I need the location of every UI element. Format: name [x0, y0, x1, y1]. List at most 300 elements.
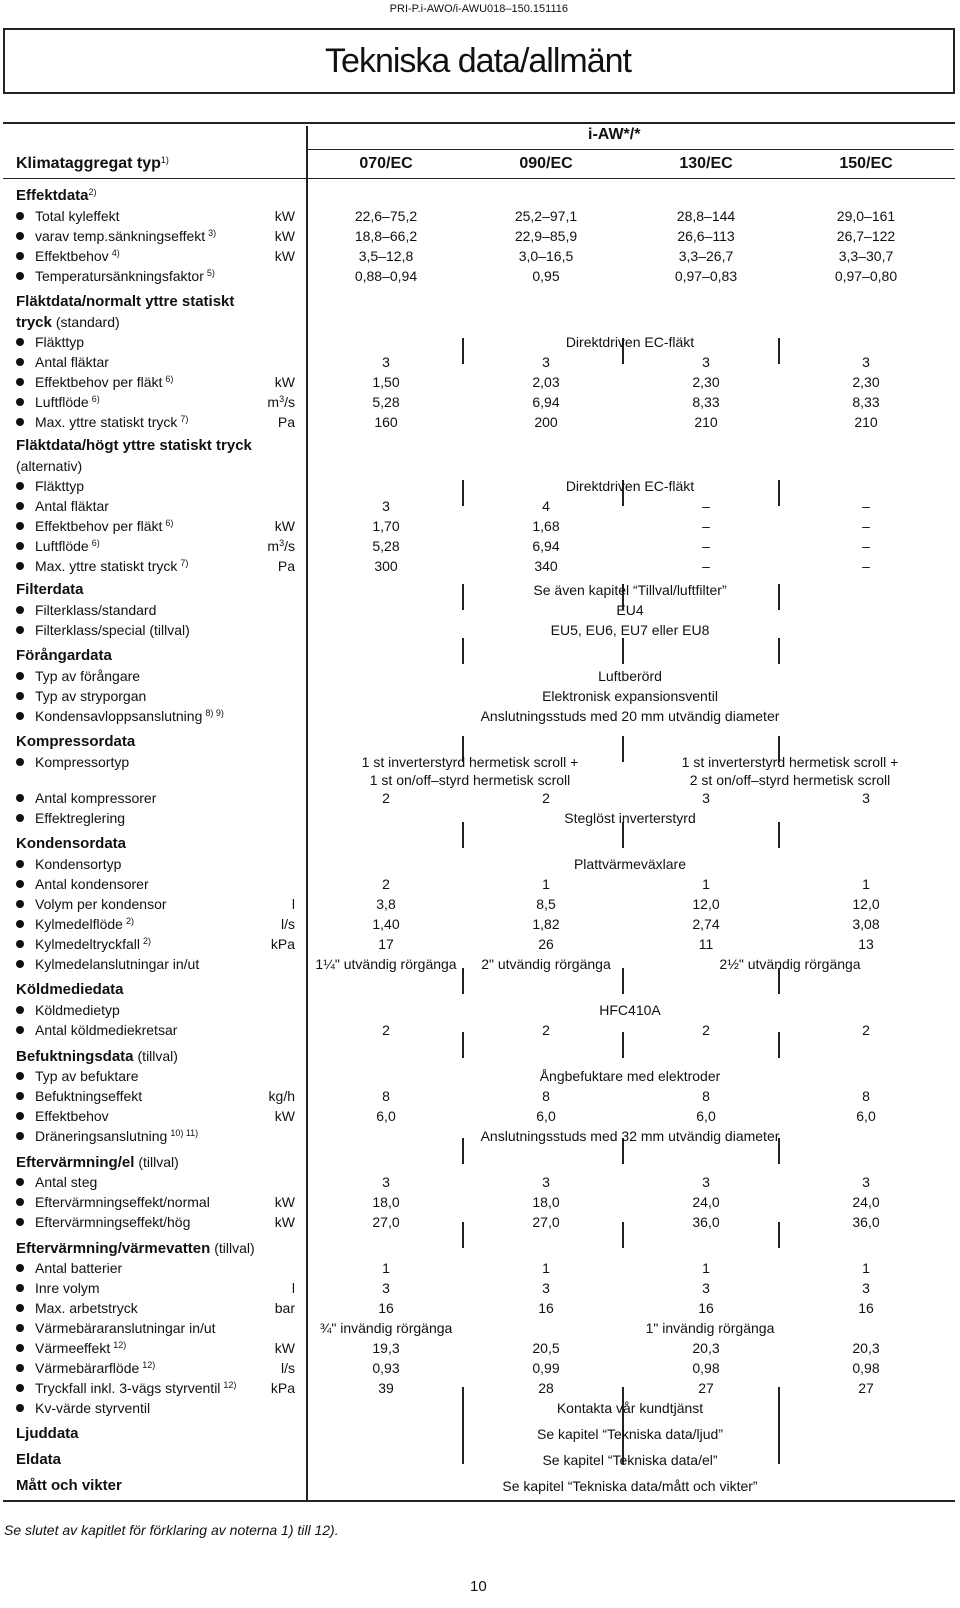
cell-3: 3,3–26,7: [678, 248, 734, 264]
unit-tail: /s: [284, 538, 295, 554]
section-title: Eftervärmning/el: [16, 1154, 135, 1171]
row-label-text: Typ av stryporgan: [35, 688, 147, 704]
bullet-icon: [16, 272, 24, 280]
cell-1: 18,0: [372, 1194, 400, 1210]
connection-b: 2" utvändig rörgänga: [481, 956, 611, 972]
row-v_vol: [0, 1278, 960, 1298]
row-label: [35, 1020, 177, 1040]
section-title: Kondensordata: [16, 835, 127, 852]
cell-4: 16: [858, 1300, 874, 1316]
row-label-text: Värmeeffekt: [35, 1340, 111, 1356]
section-label: [16, 732, 135, 752]
row-label: [35, 686, 146, 706]
section-kompressor: [0, 732, 960, 752]
row-label: [35, 1192, 210, 1212]
row-label-text: Max. arbetstryck: [35, 1300, 138, 1316]
section-title: Köldmediedata: [16, 981, 124, 998]
cell-1: 2: [382, 876, 390, 892]
bullet-icon: [16, 542, 24, 550]
connection-a: 1¼" utvändig rörgänga: [315, 956, 457, 972]
row-label-sup: 7): [180, 414, 189, 424]
cell-2: 28: [538, 1380, 554, 1396]
row-label-text: Kondensortyp: [35, 856, 122, 872]
cell-4: 29,0–161: [836, 208, 896, 224]
section-efterel: [0, 1152, 960, 1172]
connection-c: 2½" utvändig rörgänga: [719, 956, 861, 972]
row-label: [35, 600, 156, 620]
cell-1: 19,3: [372, 1340, 400, 1356]
unit-text: bar: [274, 1300, 295, 1316]
cell-1: 1,70: [372, 518, 400, 534]
cell-4: 2: [862, 1022, 870, 1038]
unit-text: Pa: [277, 414, 295, 430]
row-unit: [235, 556, 295, 576]
section-title: Filterdata: [16, 581, 84, 598]
cell-2: 340: [534, 558, 558, 574]
row-label: [35, 1126, 198, 1146]
cell-3: 27: [698, 1380, 714, 1396]
bullet-icon: [16, 252, 24, 260]
section-label: [16, 436, 252, 456]
bullet-icon: [16, 522, 24, 530]
bullet-icon: [16, 672, 24, 680]
row-tempfaktor: [0, 266, 960, 286]
row-label: [35, 1000, 120, 1020]
row-label-text: Antal köldmediekretsar: [35, 1022, 178, 1038]
row-label-text: Effektbehov: [35, 1108, 109, 1124]
doc-code: PRI-P.i-AWO/i-AWU018–150.151116: [389, 3, 568, 15]
row-label-sup: 2): [125, 916, 134, 926]
section-eftervv: [0, 1238, 960, 1258]
bullet-icon: [16, 418, 24, 426]
row-label-sup: 7): [180, 558, 189, 568]
cell-3: 8,33: [692, 394, 720, 410]
row-e_hog: [0, 1212, 960, 1232]
cell-1: 39: [378, 1380, 394, 1396]
cell-3: 0,98: [692, 1360, 720, 1376]
row-unit: [235, 1106, 295, 1126]
row-b_eff: [0, 1086, 960, 1106]
row-unit: [235, 246, 295, 266]
section-befukt: [0, 1046, 960, 1066]
row-e_steg: [0, 1172, 960, 1192]
section-koldmedie: [0, 980, 960, 1000]
row-unit: [235, 934, 295, 954]
cell-3: 0,97–0,83: [674, 268, 738, 284]
cell-2: 2: [542, 1022, 550, 1038]
cell-4: 3: [862, 1280, 870, 1296]
bullet-icon: [16, 398, 24, 406]
row-v_fall: [0, 1378, 960, 1398]
row-label: [35, 372, 173, 392]
cell-3: 2: [702, 1022, 710, 1038]
section-title: Eftervärmning/värmevatten: [16, 1240, 211, 1257]
row-v_ansl: [0, 1318, 960, 1338]
row-label: [35, 894, 167, 914]
section-matt: [0, 1476, 960, 1496]
cell-2: 27,0: [532, 1214, 560, 1230]
section-value: Se kapitel “Tekniska data/el”: [542, 1452, 718, 1468]
section-title: Ljuddata: [16, 1425, 79, 1442]
cell-1: 3: [382, 1280, 390, 1296]
row-unit: [235, 1086, 295, 1106]
bullet-icon: [16, 692, 24, 700]
row-label-text: Typ av förångare: [35, 668, 141, 684]
unit-text: kW: [274, 1108, 295, 1124]
row-k_reg: [0, 808, 960, 828]
row-span-value: Steglöst inverterstyrd: [564, 810, 696, 826]
row-label-text: varav temp.sänkningseffekt: [35, 228, 206, 244]
unit-text: l: [291, 1280, 295, 1296]
row-label-text: Kylmedelflöde: [35, 916, 123, 932]
row-ko_fall: [0, 934, 960, 954]
bullet-icon: [16, 482, 24, 490]
row-label-text: Dräneringsanslutning: [35, 1128, 168, 1144]
row-filter_spec: [0, 620, 960, 640]
cell-4: 27: [858, 1380, 874, 1396]
row-fa_typ: [0, 666, 960, 686]
row-label-sup: 6): [165, 518, 174, 528]
cell-2: 18,0: [532, 1194, 560, 1210]
bullet-icon: [16, 1264, 24, 1272]
row-unit: [235, 1378, 295, 1398]
row-label: [35, 1212, 190, 1232]
row-label: [35, 1172, 97, 1192]
bullet-icon: [16, 1198, 24, 1206]
cell-1: 18,8–66,2: [354, 228, 418, 244]
row-label: [35, 1278, 100, 1298]
row-unit: [235, 894, 295, 914]
row-fa_stryp: [0, 686, 960, 706]
unit-sup: 3: [279, 394, 285, 404]
section-label: [16, 1046, 178, 1067]
section-value: Se kapitel “Tekniska data/ljud”: [537, 1426, 723, 1442]
cell-1: 8: [382, 1088, 390, 1104]
row-span-value: EU5, EU6, EU7 eller EU8: [550, 622, 710, 638]
cell-1: 6,0: [376, 1108, 396, 1124]
unit-text: kW: [274, 228, 295, 244]
cell-4: 36,0: [852, 1214, 880, 1230]
cell-1: 2: [382, 1022, 390, 1038]
cell-3: 3: [702, 790, 710, 806]
row-label: [35, 1258, 122, 1278]
bullet-icon: [16, 1026, 24, 1034]
cell-4: 3: [862, 1174, 870, 1190]
row-label: [35, 1358, 155, 1378]
cell-1: 16: [378, 1300, 394, 1316]
row-label-text: Luftflöde: [35, 394, 89, 410]
footnote: Se slutet av kapitlet för förklaring av noterna 1) till 12).: [4, 1522, 339, 1538]
row-span-value: Direktdriven EC-fläkt: [565, 334, 695, 350]
row-f1_typ: [0, 332, 960, 352]
row-label: [35, 496, 109, 516]
cell-3: 24,0: [692, 1194, 720, 1210]
unit-text: kW: [274, 1194, 295, 1210]
unit-text: kW: [274, 374, 295, 390]
cell-2: 8,5: [536, 896, 556, 912]
cell-1: 27,0: [372, 1214, 400, 1230]
row-label-text: Kylmedeltryckfall: [35, 936, 141, 952]
row-label: [35, 1298, 138, 1318]
cell-3: 8: [702, 1088, 710, 1104]
row-b_typ: [0, 1066, 960, 1086]
section-label: [16, 1476, 122, 1496]
cell-3: –: [702, 498, 710, 514]
row-unit: [235, 1278, 295, 1298]
row-label: [35, 206, 120, 226]
bullet-icon: [16, 1364, 24, 1372]
section-title: Eldata: [16, 1451, 62, 1468]
row-unit: [235, 226, 295, 246]
row-label: [35, 266, 215, 286]
section-label: [16, 1424, 79, 1444]
row-label: [35, 246, 120, 266]
cell-1: 3: [382, 498, 390, 514]
cell-3: 28,8–144: [676, 208, 736, 224]
row-label-text: Typ av befuktare: [35, 1068, 139, 1084]
row-span-value: Ångbefuktare med elektroder: [539, 1068, 721, 1084]
cell-4: 0,98: [852, 1360, 880, 1376]
section-label: [16, 980, 124, 1000]
bullet-icon: [16, 712, 24, 720]
row-fa_kond: [0, 706, 960, 726]
cell-4: 8: [862, 1088, 870, 1104]
cell-4: 8,33: [852, 394, 880, 410]
model-header: 070/EC: [359, 155, 413, 172]
row-unit: [235, 516, 295, 536]
cell-2: 0,95: [532, 268, 560, 284]
row-km_typ: [0, 1000, 960, 1020]
row-unit: [235, 206, 295, 226]
bullet-icon: [16, 338, 24, 346]
row-b_behov: [0, 1106, 960, 1126]
row-v_eff: [0, 1338, 960, 1358]
row-v_kv: [0, 1398, 960, 1418]
unit-text: l/s: [281, 916, 295, 932]
header-rule: [3, 178, 955, 179]
cell-4: 3,08: [852, 916, 880, 932]
bullet-icon: [16, 1006, 24, 1014]
row-label: [35, 874, 149, 894]
bullet-icon: [16, 1132, 24, 1140]
row-label-text: Antal fläktar: [35, 354, 109, 370]
row-label: Kompressortyp: [35, 754, 130, 770]
row-span-value: Kontakta vår kundtjänst: [556, 1400, 704, 1416]
section-flakt_hog-note: [0, 456, 960, 476]
row-f1_eff: [0, 372, 960, 392]
section-title: tryck: [16, 314, 52, 331]
row-label-text: Fläkttyp: [35, 334, 85, 350]
row-label-sup: 6): [91, 538, 100, 548]
section-kondensor: [0, 834, 960, 854]
section-note: (tillval): [137, 1048, 178, 1064]
row-span-value: Elektronisk expansionsventil: [542, 688, 718, 704]
cell-4: 3: [862, 790, 870, 806]
cell-1: 3: [382, 354, 390, 370]
unit-text: kW: [274, 1340, 295, 1356]
row-label-text: Max. yttre statiskt tryck: [35, 558, 178, 574]
row-unit: [235, 392, 295, 412]
bullet-icon: [16, 358, 24, 366]
compressor-type-a2: 1 st on/off–styrd hermetisk scroll: [369, 772, 571, 788]
page-number: 10: [470, 1578, 487, 1595]
section-label: [16, 312, 120, 333]
row-label-text: Befuktningseffekt: [35, 1088, 143, 1104]
cell-2: 3: [542, 354, 550, 370]
row-label-text: Eftervärmningseffekt/hög: [35, 1214, 191, 1230]
row-unit: [235, 1212, 295, 1232]
cell-4: 3,3–30,7: [838, 248, 894, 264]
cell-2: 8: [542, 1088, 550, 1104]
bullet-icon: [16, 606, 24, 614]
bullet-icon: [16, 940, 24, 948]
row-v_batt: [0, 1258, 960, 1278]
cell-4: 1: [862, 876, 870, 892]
model-header: 150/EC: [839, 155, 893, 172]
bullet-icon: [16, 794, 24, 802]
page-title: Tekniska data/allmänt: [325, 42, 631, 80]
section-label: [16, 186, 97, 206]
cell-3: 1: [702, 1260, 710, 1276]
unit-text: kW: [274, 518, 295, 534]
row-label-text: Antal kompressorer: [35, 790, 157, 806]
bullet-icon: [16, 1384, 24, 1392]
bullet-icon: [16, 960, 24, 968]
section-title: Förångardata: [16, 647, 112, 664]
cell-2: 3: [542, 1280, 550, 1296]
cell-2: 6,94: [532, 538, 560, 554]
cell-1: 1,40: [372, 916, 400, 932]
row-label-text: Filterklass/standard: [35, 602, 157, 618]
unit-text: l: [291, 896, 295, 912]
row-ko_typ: [0, 854, 960, 874]
bullet-icon: [16, 1218, 24, 1226]
row-label: [35, 516, 173, 536]
row-label-text: Effektreglering: [35, 810, 126, 826]
cell-4: 24,0: [852, 1194, 880, 1210]
row-unit: [235, 1358, 295, 1378]
row-v_flode: [0, 1358, 960, 1378]
bullet-icon: [16, 212, 24, 220]
section-label: [16, 834, 126, 854]
cell-3: 2,30: [692, 374, 720, 390]
row-label: [35, 1066, 139, 1086]
cell-2: 1,68: [532, 518, 560, 534]
row-label: [35, 1106, 109, 1126]
cell-2: 6,0: [536, 1108, 556, 1124]
row-label-text: Eftervärmningseffekt/normal: [35, 1194, 210, 1210]
cell-1: 2: [382, 790, 390, 806]
row-label: [35, 412, 188, 432]
row-sankning: [0, 226, 960, 246]
bullet-icon: [16, 1072, 24, 1080]
row-unit: [235, 1298, 295, 1318]
unit-tail: /s: [284, 394, 295, 410]
cell-4: 2,30: [852, 374, 880, 390]
cell-4: 210: [854, 414, 878, 430]
row-label: Värmebäraranslutningar in/ut: [35, 1320, 216, 1336]
bullet-icon: [16, 1284, 24, 1292]
cell-1: 3,5–12,8: [358, 248, 414, 264]
row-label-sup: 3): [208, 228, 217, 238]
row-label: [35, 706, 224, 726]
cell-3: 20,3: [692, 1340, 720, 1356]
row-label-text: Filterklass/special (tillval): [35, 622, 190, 638]
row-span-value: Direktdriven EC-fläkt: [565, 478, 695, 494]
row-f1_tryck: [0, 412, 960, 432]
compressor-type-b: 1 st inverterstyrd hermetisk scroll +: [681, 754, 899, 770]
cell-1: 300: [374, 558, 398, 574]
cell-2: 3: [542, 1174, 550, 1190]
cell-3: 26,6–113: [677, 228, 735, 244]
compressor-type-b2: 2 st on/off–styrd hermetisk scroll: [689, 772, 891, 788]
cell-1: 1: [382, 1260, 390, 1276]
cell-1: 1,50: [372, 374, 400, 390]
cell-4: 0,97–0,80: [834, 268, 898, 284]
cell-4: –: [862, 518, 870, 534]
cell-4: 20,3: [852, 1340, 880, 1356]
cell-1: 3: [382, 1174, 390, 1190]
section-forangare: [0, 646, 960, 666]
row-label-sup: 8) 9): [205, 708, 224, 718]
cell-1: 5,28: [372, 538, 400, 554]
bullet-icon: [16, 1404, 24, 1412]
compressor-type-a: 1 st inverterstyrd hermetisk scroll +: [361, 754, 579, 770]
cell-4: 26,7–122: [836, 228, 896, 244]
cell-3: –: [702, 538, 710, 554]
section-title: Kompressordata: [16, 733, 136, 750]
bullet-icon: [16, 562, 24, 570]
row-k_antal: [0, 788, 960, 808]
row-unit: [235, 914, 295, 934]
row-f1_luft: [0, 392, 960, 412]
row-label-text: Volym per kondensor: [35, 896, 167, 912]
cell-3: 2,74: [692, 916, 720, 932]
group-header: i-AW*/*: [588, 126, 641, 143]
cell-2: 1: [542, 876, 550, 892]
row-f2_antal: [0, 496, 960, 516]
cell-3: 16: [698, 1300, 714, 1316]
unit-text: l/s: [281, 1360, 295, 1376]
cell-2: 1: [542, 1260, 550, 1276]
cell-3: 210: [694, 414, 718, 430]
bullet-icon: [16, 900, 24, 908]
cell-2: 3,0–16,5: [518, 248, 574, 264]
bullet-icon: [16, 1112, 24, 1120]
title-box: [3, 28, 955, 94]
cell-2: 4: [542, 498, 550, 514]
row-label-text: Total kyleffekt: [35, 208, 120, 224]
cell-4: –: [862, 538, 870, 554]
cell-4: 6,0: [856, 1108, 876, 1124]
section-title: Effektdata: [16, 187, 89, 204]
section-title: Mått och vikter: [16, 1477, 122, 1494]
row-label: [35, 666, 140, 686]
cell-4: –: [862, 558, 870, 574]
row-k_typ: [0, 752, 960, 772]
bullet-icon: [16, 1178, 24, 1186]
bullet-icon: [16, 1344, 24, 1352]
bullet-icon: [16, 814, 24, 822]
unit-text: kW: [274, 1214, 295, 1230]
section-flakt_hog: [0, 436, 960, 456]
section-note: (standard): [55, 314, 120, 330]
bullet-icon: [16, 378, 24, 386]
cell-3: 6,0: [696, 1108, 716, 1124]
cell-2: 25,2–97,1: [514, 208, 578, 224]
section-title: Fläktdata/normalt yttre statiskt: [16, 293, 235, 310]
row-span-value: Anslutningsstuds med 32 mm utvändig diameter: [480, 1128, 780, 1144]
